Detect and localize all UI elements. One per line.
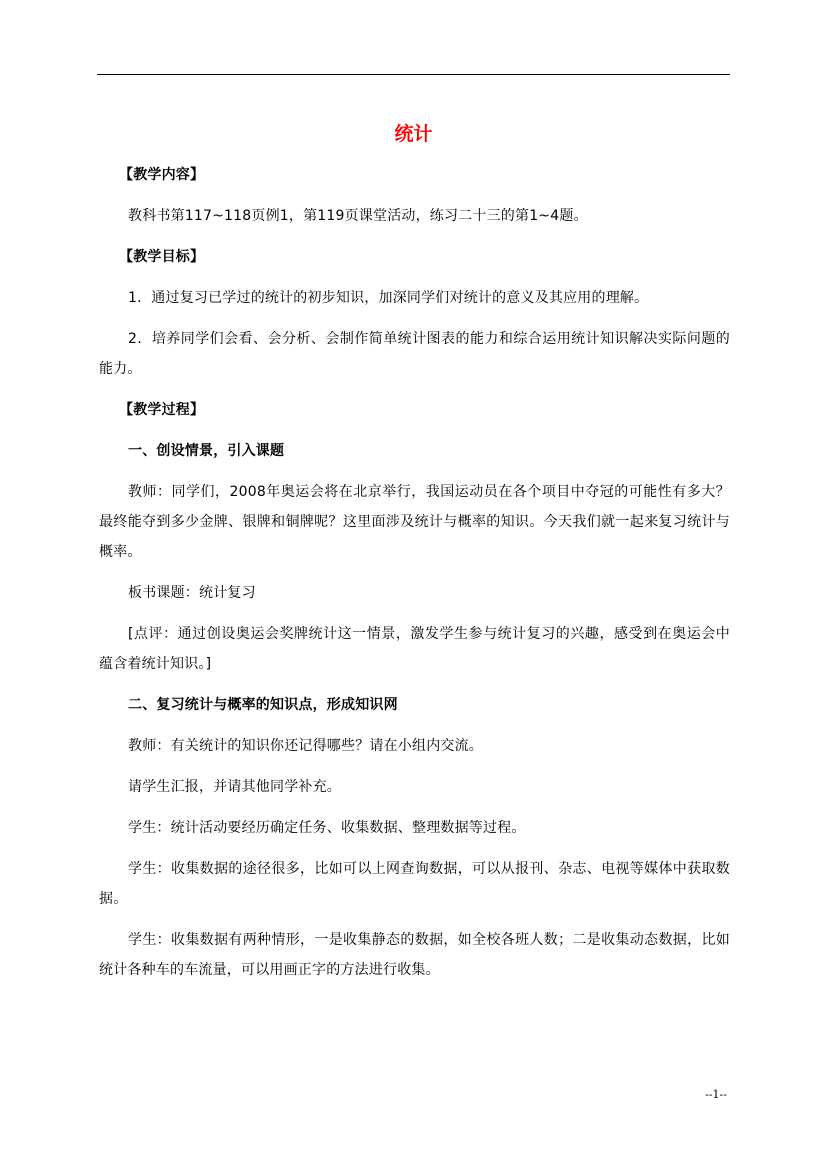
section-heading: 一、创设情景，引入课题 — [128, 443, 285, 459]
paragraph: [点评：通过创设奥运会奖牌统计这一情景，激发学生参与统计复习的兴趣，感受到在奥运会中蕴含着统计知识。] — [99, 626, 730, 672]
paragraph: 教师：有关统计的知识你还记得哪些？请在小组内交流。 — [128, 738, 483, 754]
heading-teaching-process: 【教学过程】 — [119, 402, 205, 418]
document-body — [99, 160, 730, 996]
paragraph: 教师：同学们，2008年奥运会将在北京举行，我国运动员在各个项目中夺冠的可能性有多大？最终能夺到多少金牌、银牌和铜牌呢？这里面涉及统计与概率的知识。今天我们就一起来复习统计与概率。 — [99, 484, 730, 560]
paragraph: 板书课题：统计复习 — [128, 585, 256, 601]
paragraph: 教科书第117~118页例1，第119页课堂活动，练习二十三的第1~4题。 — [128, 208, 588, 224]
paragraph: 学生：收集数据有两种情形，一是收集静态的数据，如全校各班人数；二是收集动态数据，比如统计各种车的车流量，可以用画正字的方法进行收集。 — [99, 932, 730, 978]
paragraph: 学生：统计活动要经历确定任务、收集数据、整理数据等过程。 — [128, 820, 526, 836]
section-heading: 二、复习统计与概率的知识点，形成知识网 — [128, 697, 398, 713]
paragraph: 1．通过复习已学过的统计的初步知识，加深同学们对统计的意义及其应用的理解。 — [128, 290, 649, 306]
document-title: 统计 — [394, 123, 433, 145]
paragraph: 请学生汇报，并请其他同学补充。 — [128, 779, 341, 795]
paragraph: 2．培养同学们会看、会分析、会制作简单统计图表的能力和综合运用统计知识解决实际问题的能力。 — [99, 331, 730, 377]
header-rule — [97, 74, 730, 75]
page-number: --1-- — [705, 1088, 727, 1101]
heading-teaching-content: 【教学内容】 — [119, 167, 205, 183]
heading-teaching-goals: 【教学目标】 — [119, 249, 205, 265]
paragraph: 学生：收集数据的途径很多，比如可以上网查询数据，可以从报刊、杂志、电视等媒体中获取数据。 — [99, 861, 730, 907]
